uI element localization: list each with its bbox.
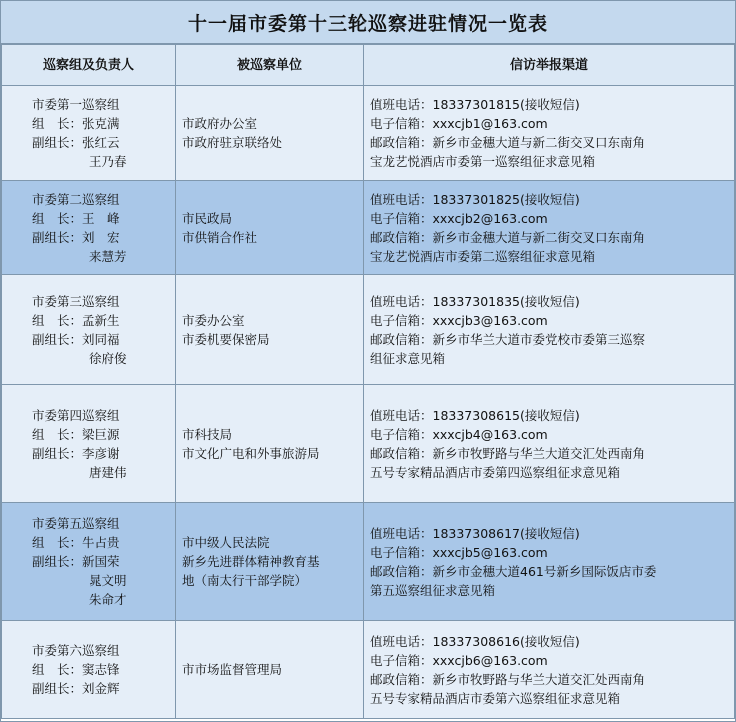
- group-cell: [2, 86, 176, 181]
- group-leader: 组 长：牛占贵: [32, 535, 120, 550]
- group-leader: 组 长：梁巨源: [32, 426, 120, 442]
- group-cell: [2, 621, 176, 719]
- header-units: 被巡察单位: [176, 45, 364, 86]
- table-row: [2, 86, 735, 181]
- unit-name: 市民政局: [182, 210, 233, 226]
- contact-email: 电子信箱：xxxcjb6@163.com: [370, 652, 548, 668]
- unit-name: 市科技局: [182, 426, 233, 442]
- group-deputy: 副组长：新国荣: [32, 554, 120, 569]
- contact-postal-cont: 五号专家精品酒店市委第六巡察组征求意见箱: [370, 690, 621, 706]
- group-deputy: 朱命才: [89, 592, 127, 607]
- group-deputy: 副组长：刘同福: [32, 331, 120, 347]
- units-cell: [176, 275, 364, 385]
- contact-email: 电子信箱：xxxcjb4@163.com: [370, 426, 548, 442]
- table-row: [2, 503, 735, 621]
- unit-name: 市市场监督管理局: [182, 662, 283, 677]
- group-name: 市委第三巡察组: [32, 293, 120, 309]
- contact-phone: 值班电话：18337308617(接收短信): [370, 525, 580, 541]
- unit-name: 市政府驻京联络处: [182, 135, 283, 150]
- contact-phone: 值班电话：18337301825(接收短信): [370, 191, 580, 207]
- group-cell: [2, 275, 176, 385]
- unit-name: 市政府办公室: [182, 116, 258, 131]
- units-cell: [176, 385, 364, 503]
- contact-postal-cont: 宝龙艺悦酒店市委第二巡察组征求意见箱: [370, 248, 596, 264]
- units-cell: [176, 86, 364, 181]
- contact-cell: [364, 503, 735, 621]
- contact-postal: 邮政信箱：新乡市金穗大道与新二街交叉口东南角: [370, 229, 646, 245]
- unit-name: 市委办公室: [182, 312, 245, 328]
- group-leader: 组 长：张克满: [32, 116, 120, 131]
- unit-name: 市供销合作社: [182, 229, 258, 245]
- group-leader: 组 长：孟新生: [32, 312, 120, 328]
- contact-email: 电子信箱：xxxcjb3@163.com: [370, 312, 548, 328]
- group-deputy: 晁文明: [89, 573, 127, 588]
- contact-email: 电子信箱：xxxcjb1@163.com: [370, 116, 548, 131]
- group-deputy: 来慧芳: [89, 248, 127, 264]
- table-header-row: [2, 45, 735, 86]
- group-name: 市委第六巡察组: [32, 643, 120, 658]
- unit-name: 市委机要保密局: [182, 331, 270, 347]
- group-cell: [2, 181, 176, 275]
- group-deputy: 副组长：李彦谢: [32, 445, 120, 461]
- contact-cell: [364, 181, 735, 275]
- units-cell: [176, 181, 364, 275]
- contact-postal-cont: 第五巡察组征求意见箱: [370, 582, 496, 598]
- table-row: [2, 275, 735, 385]
- unit-name: 地（南太行干部学院）: [182, 573, 308, 588]
- unit-name: 市文化广电和外事旅游局: [182, 445, 320, 461]
- page-title: 十一届市委第十三轮巡察进驻情况一览表: [1, 1, 735, 44]
- contact-postal-cont: 宝龙艺悦酒店市委第一巡察组征求意见箱: [370, 154, 596, 169]
- table-row: [2, 385, 735, 503]
- contact-email: 电子信箱：xxxcjb5@163.com: [370, 544, 548, 560]
- contact-postal: 邮政信箱：新乡市牧野路与华兰大道交汇处西南角: [370, 671, 646, 687]
- group-name: 市委第二巡察组: [32, 191, 120, 207]
- group-deputy: 副组长：刘 宏: [32, 229, 120, 245]
- contact-postal: 邮政信箱：新乡市华兰大道市委党校市委第三巡察: [370, 331, 646, 347]
- unit-name: 市中级人民法院: [182, 535, 270, 550]
- contact-postal: 邮政信箱：新乡市牧野路与华兰大道交汇处西南角: [370, 445, 646, 461]
- contact-phone: 值班电话：18337301815(接收短信): [370, 97, 580, 112]
- group-deputy: 副组长：张红云: [32, 135, 120, 150]
- contact-email: 电子信箱：xxxcjb2@163.com: [370, 210, 548, 226]
- contact-cell: [364, 86, 735, 181]
- contact-phone: 值班电话：18337301835(接收短信): [370, 293, 580, 309]
- inspection-table: [1, 44, 735, 719]
- contact-cell: [364, 385, 735, 503]
- contact-phone: 值班电话：18337308615(接收短信): [370, 407, 580, 423]
- group-deputy: 徐府俊: [89, 350, 127, 366]
- group-name: 市委第五巡察组: [32, 516, 120, 531]
- group-cell: [2, 385, 176, 503]
- contact-postal-cont: 五号专家精品酒店市委第四巡察组征求意见箱: [370, 464, 621, 480]
- contact-phone: 值班电话：18337308616(接收短信): [370, 633, 580, 649]
- units-cell: [176, 503, 364, 621]
- units-cell: [176, 621, 364, 719]
- contact-postal: 邮政信箱：新乡市金穗大道461号新乡国际饭店市委: [370, 563, 657, 579]
- unit-name: 新乡先进群体精神教育基: [182, 554, 320, 569]
- contact-postal-cont: 组征求意见箱: [370, 350, 446, 366]
- table-row: [2, 621, 735, 719]
- contact-cell: [364, 621, 735, 719]
- contact-cell: [364, 275, 735, 385]
- header-contact: 信访举报渠道: [364, 45, 735, 86]
- group-leader: 组 长：王 峰: [32, 210, 120, 226]
- header-group: 巡察组及负责人: [2, 45, 176, 86]
- table-row: [2, 181, 735, 275]
- group-deputy: 副组长：刘金辉: [32, 681, 120, 696]
- group-leader: 组 长：窦志锋: [32, 662, 120, 677]
- group-cell: [2, 503, 176, 621]
- contact-postal: 邮政信箱：新乡市金穗大道与新二街交叉口东南角: [370, 135, 646, 150]
- group-name: 市委第一巡察组: [32, 97, 120, 112]
- group-name: 市委第四巡察组: [32, 407, 120, 423]
- group-deputy: 王乃春: [89, 154, 127, 169]
- group-deputy: 唐建伟: [89, 464, 127, 480]
